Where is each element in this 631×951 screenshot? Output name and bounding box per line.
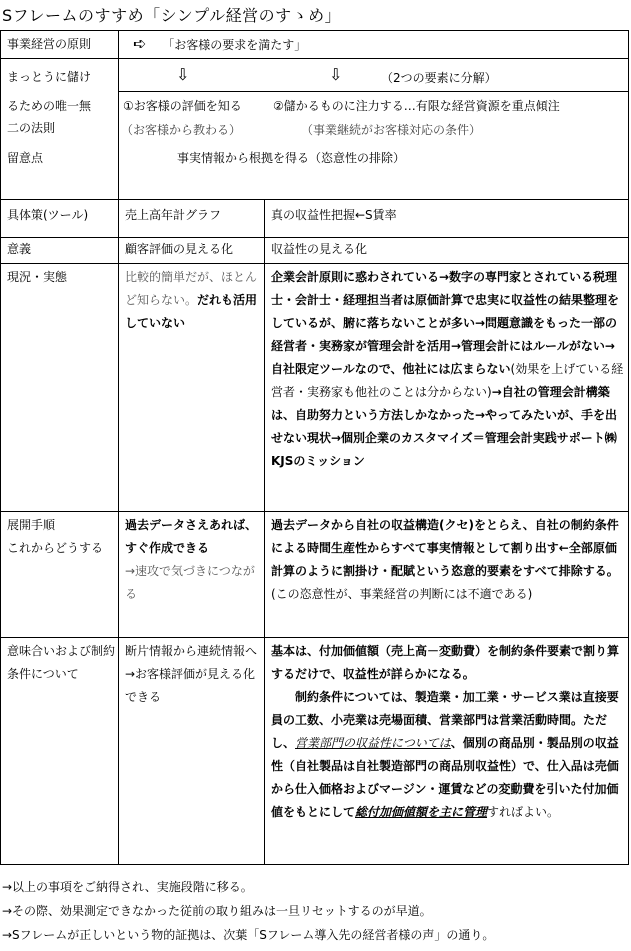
principle-label: 事業経営の原則 [7,37,92,51]
law-label-line-1: まっとうに儲け [7,70,92,84]
status-col3-b: (効果を上げている経営者・実務家も他社のことは分からない) [271,362,624,399]
divider [119,91,628,92]
principle-cell [119,31,629,59]
constraint-col3-b3: 、個別の商品別・製品別の収益性（自社製品は自社製造部門の商品別収益性）で、仕入品は売価から仕入価格およびマージン・運賃などの変動費を引いた付加価値をもとにして [271,736,619,819]
framework-table [0,30,629,865]
element-1: ①お客様の評価を知る [123,99,242,113]
meaning-col2-text: 顧客評価の見える化 [125,242,234,256]
page-title: Sフレームのすすめ「シンプル経営のすゝめ」 [2,6,342,25]
law-label-line-3: 二の法則 [7,121,56,135]
tool-col3 [265,200,629,238]
status-label: 現況・実態 [7,270,68,284]
status-col3 [265,264,629,512]
status-col2 [119,264,265,512]
row-label [1,238,119,264]
down-arrow-icon: ⇩ [176,65,190,84]
row-label [1,200,119,238]
constraint-col3-b4: 総付加価値額を主に管理 [355,805,488,819]
status-col3-a: 企業会計原則に惑わされている→数字の専門家とされている税理士・会計士・経理担当者は原価計算で忠実に収益性の結果整理をしているが、腑に落ちないことが多い→問題意識をもった一部の経営者・実務家が管理会計を活用→管理会計にはルールがない→自社限定ツールなので、他社には広まらない [271,270,620,376]
footer-line-3: →Sフレームが正しいという物的証拠は、次葉「Sフレーム導入先の経営者様の声」の通り。 [2,928,495,942]
down-arrow-icon: ⇩ [329,65,343,84]
status-col3-c: →自社の管理会計構築は、自助努力という方法しかなかった→やってみたいが、手を出せない現状→個別企業のカスタマイズ＝管理会計実践サポート㈱KJSのミッション [271,385,618,468]
status-col2-a: 比較的簡単だが、ほとんど知らない。 [125,270,258,307]
process-col2-a: 過去データさえあれば、すぐ作成できる [125,518,258,555]
principle-label-cell [1,31,119,59]
element-1-sub: （お客様から教わる） [121,123,242,137]
process-col3-b: (この恣意性が、事業経営の判断には不適である) [271,587,533,601]
meaning-label: 意義 [7,242,32,256]
process-col3-a: 過去データから自社の収益構造(クセ)をとらえ、自社の制約条件による時間生産性からすべて事実情報として割り出す←全部原価計算のように割掛け・配賦という恣意的要素をすべて排除する。 [271,518,619,578]
right-arrow-icon: ➪ [133,34,147,53]
law-label-cell [1,59,119,200]
process-col3 [265,512,629,638]
caution-text: 事実情報から根拠を得る（恣意性の排除） [177,151,406,165]
tool-label: 具体策(ツール) [7,208,89,222]
row-label [1,512,119,638]
row-label [1,638,119,865]
caution-label: 留意点 [7,151,44,165]
constraint-col2-text: 断片情報から連続情報へ→お客様評価が見える化できる [125,644,258,704]
constraint-col3-b5: すればよい。 [487,805,560,819]
principle-text: 「お客様の要求を満たす」 [162,38,307,52]
meaning-col3-text: 収益性の見える化 [271,242,368,256]
row-label [1,264,119,512]
footer-line-2: →その際、効果測定できなかった従前の取り組みは一旦リセットするのが早道。 [2,904,432,918]
meaning-constraint-label: 意味合いおよび制約条件について [7,644,116,681]
element-2-sub: （事業継続がお客様対応の条件） [301,123,482,137]
constraint-col3 [265,638,629,865]
constraint-col2 [119,638,265,865]
constraint-col3-a: 基本は、付加価値額（売上高－変動費）を制約条件要素で割り算するだけで、収益性が詳らかになる。 [271,644,620,681]
meaning-col3 [265,238,629,264]
footer-line-1: →以上の事項をご納得され、実施段階に移る。 [2,880,253,894]
split-note: （2つの要素に分解） [381,71,497,85]
law-label-line-2: るための唯一無 [7,99,92,113]
meaning-col2 [119,238,265,264]
tool-col3-text: 真の収益性把握←S賃率 [271,208,397,222]
process-col2 [119,512,265,638]
element-2: ②儲かるものに注力する…有限な経営資源を重点傾注 [273,99,560,113]
constraint-col3-b2: 営業部門の収益性については [295,736,451,750]
tool-col2 [119,200,265,238]
status-col2-b: だれも活用していない [125,293,258,330]
constraint-col3-b1: 制約条件については、製造業・加工業・サービス業は直接要員の工数、小売業は売場面積、営業部門は営業活動時間。ただし、 [271,690,619,750]
law-content-cell [119,59,629,200]
process-label-1: 展開手順 [7,518,56,532]
process-label-2: これからどうする [7,541,104,555]
tool-col2-text: 売上高年計グラフ [125,208,222,222]
process-col2-b: →速攻で気づきにつながる [125,564,255,601]
